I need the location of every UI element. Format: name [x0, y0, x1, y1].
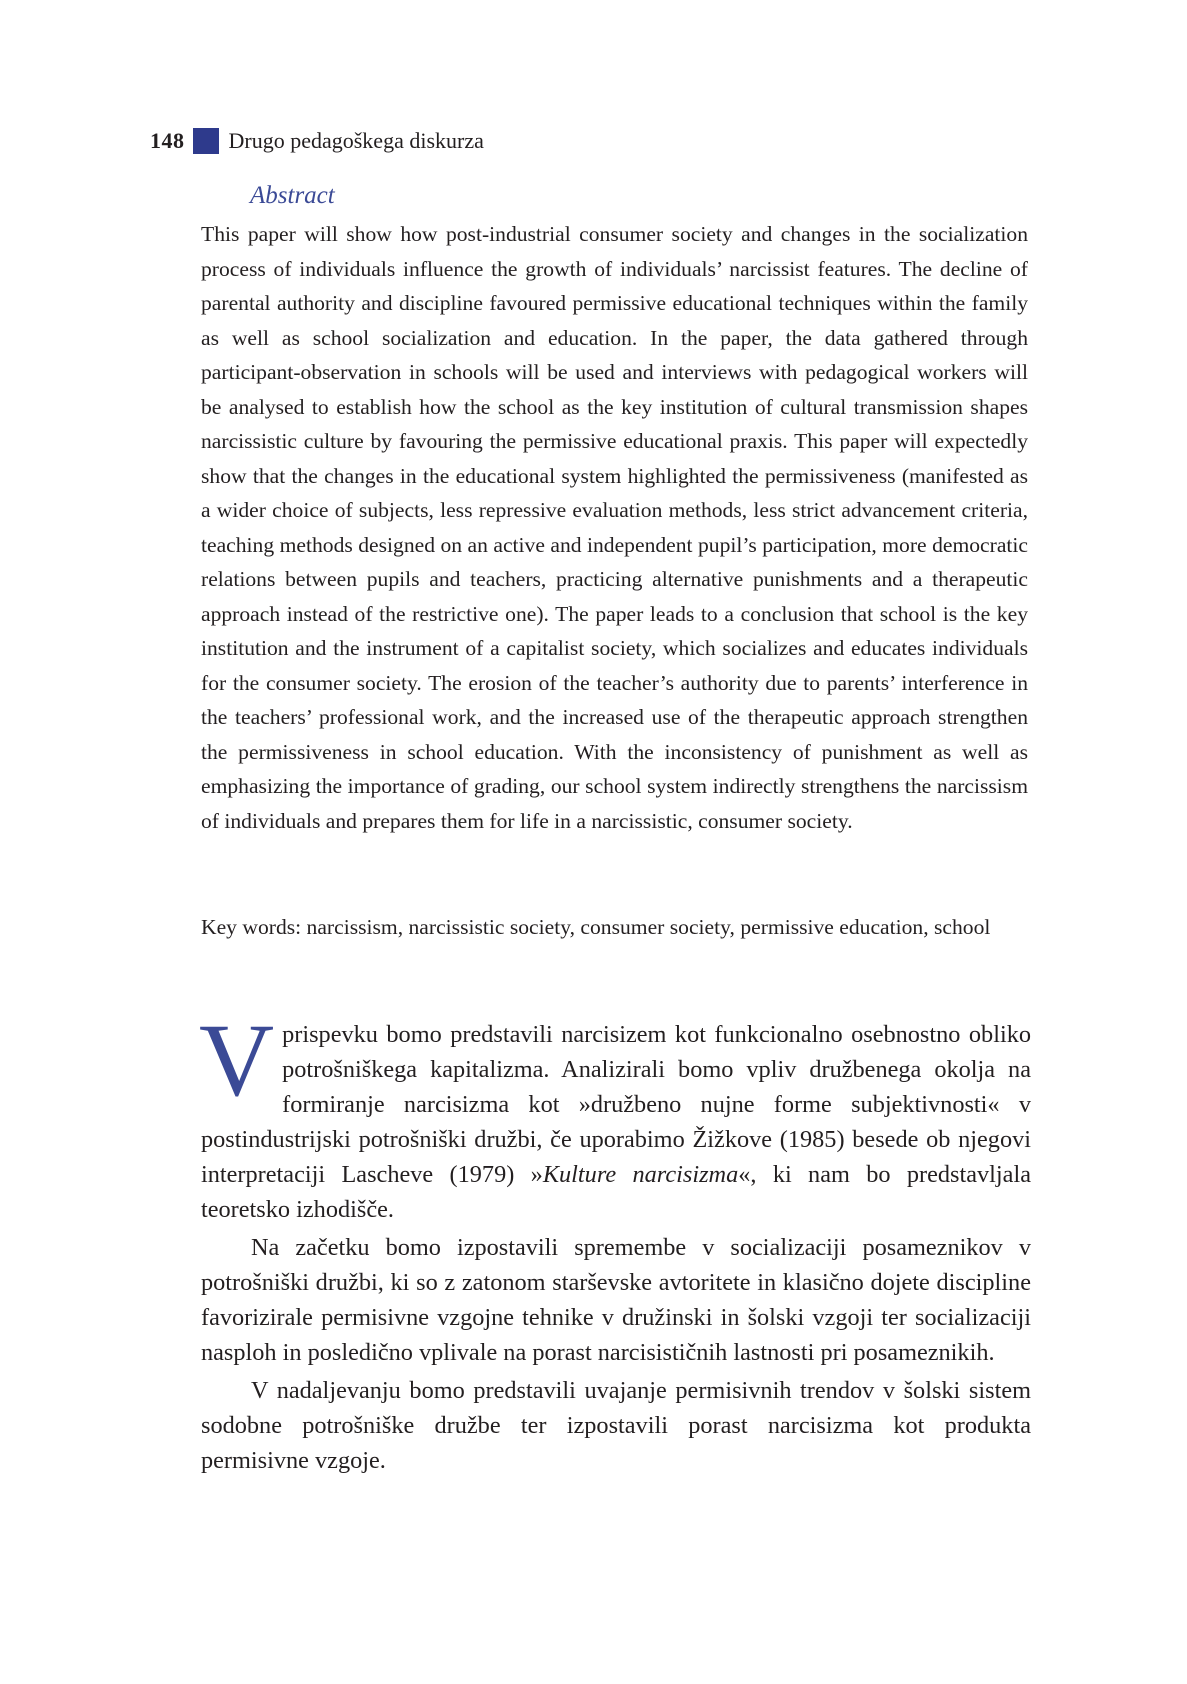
- body-text: [199, 1003, 1031, 1478]
- running-header: [150, 126, 484, 156]
- abstract-text: This paper will show how post-industrial consumer society and changes in the socialization process of individuals influence the growth of individuals’ narcissist features. The decline of parental authority and discipline favoured permissive educational techniques within the family as well as school socialization and education. In the paper, the data gathered through participant-observation in schools will be used and interviews with pedagogical workers will be analysed to establish how the school as the key institution of cultural transmission shapes narcissistic culture by favouring the permissive educational praxis. This paper will expectedly show that the changes in the educational system highlighted the permissiveness (manifested as a wider choice of subjects, less repressive evaluation methods, less strict advancement criteria, teaching methods designed on an active and independent pupil’s participation, more democratic relations between pupils and teachers, practicing alternative punishments and a therapeutic approach instead of the restrictive one). The paper leads to a conclusion that school is the key institution and the instrument of a capitalist society, which socializes and educates individuals for the consumer society. The erosion of the teacher’s authority due to parents’ interference in the teachers’ professional work, and the increased use of the therapeutic approach strengthen the permissiveness in school education. With the inconsistency of punishment as well as emphasizing the importance of grading, our school system indirectly strengthens the narcissism of individuals and prepares them for life in a narcissistic, consumer society.: [201, 222, 1028, 833]
- paragraph-text: «, ki nam bo predstavljala teoretsko izhodišče.: [201, 1161, 1031, 1223]
- page-number: 148: [150, 128, 185, 153]
- paragraph-text: prispevku bomo predstavili narcisizem kot funkcionalno osebnostno obliko potrošniškega kapitalizma. Analizirali bomo vpliv družbenega okolja na formiranje narcisizma kot »družbeno nujne forme subjektivnosti« v postindustrijski potrošniški družbi, če uporabimo Žižkove (1985) besede ob njegovi interpretaciji Lascheve (1979) »: [201, 1021, 1031, 1188]
- drop-cap: V: [199, 1003, 275, 1118]
- body-paragraph: [199, 1003, 1031, 1227]
- running-title: Drugo pedagoškega diskurza: [228, 128, 484, 153]
- square-icon: [193, 128, 219, 154]
- body-paragraph: V nadaljevanju bomo predstavili uvajanje permisivnih trendov v šolski sistem sodobne potrošniške družbe ter izpostavili porast narcisizma kot produkta permisivne vzgoje.: [201, 1377, 1031, 1474]
- abstract-heading: Abstract: [250, 182, 335, 209]
- keywords: Key words: narcissism, narcissistic society, consumer society, permissive education, school: [201, 915, 991, 939]
- body-paragraph: Na začetku bomo izpostavili spremembe v socializaciji posameznikov v potrošniški družbi, ki so z zatonom starševske avtoritete in klasično dojete discipline favorizirale permisivne vzgojne tehnike v družinski in šolski vzgoji ter socializaciji nasploh in posledično vplivale na porast narcisističnih lastnosti pri posameznikih.: [201, 1234, 1031, 1366]
- book-title: Kulture narcisizma: [542, 1161, 739, 1188]
